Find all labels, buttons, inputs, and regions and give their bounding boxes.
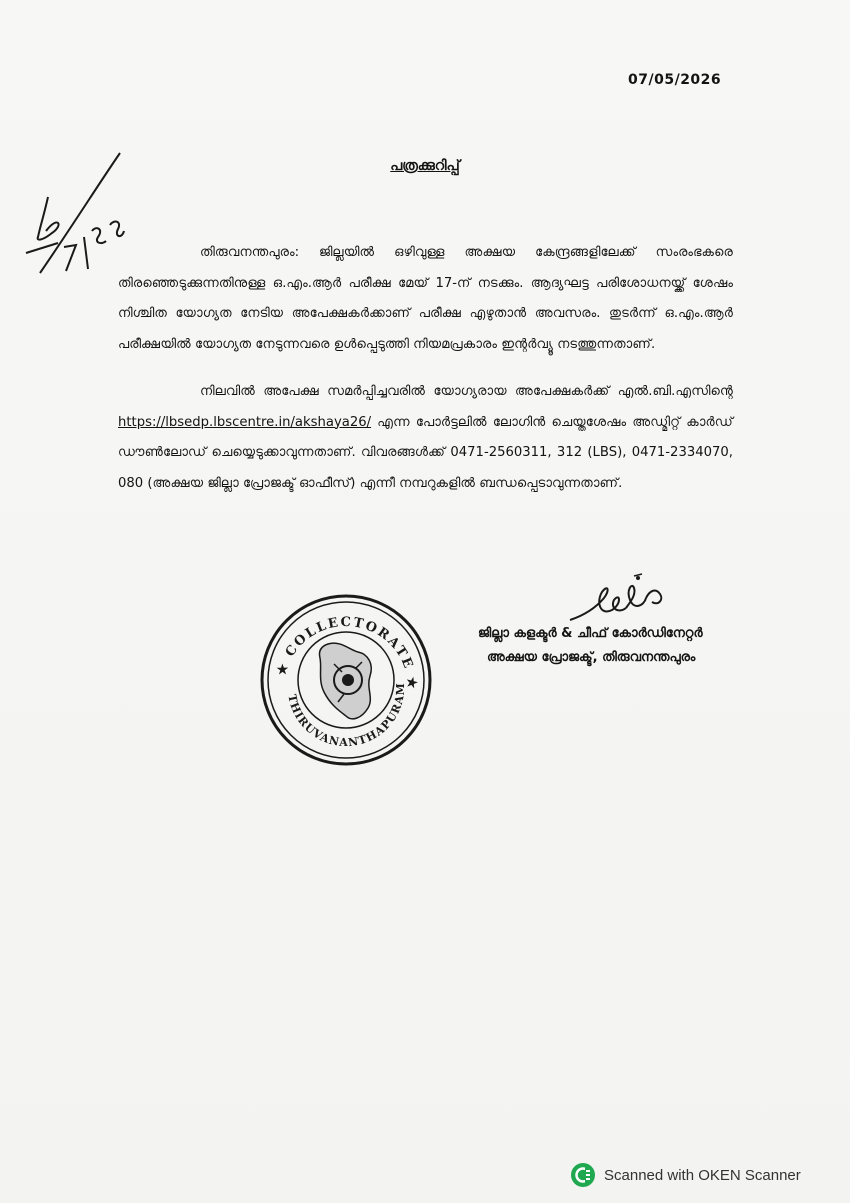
svg-text:★ COLLECTORATE ★: ★ COLLECTORATE ★ <box>274 614 420 692</box>
document-date: 07/05/2026 <box>628 72 722 88</box>
scanner-label: Scanned with OKEN Scanner <box>604 1166 801 1184</box>
body-paragraph-1: തിരുവനന്തപുരം: ജില്ലയിൽ ഒഴിവുള്ള അക്ഷയ കേന്ദ്രങ്ങളിലേക്ക് സംരംഭകരെ തിരഞ്ഞെടുക്കുന്നതിനുള്ള ഒ.എം.ആർ പരീക്ഷ മേയ് 17-ന് നടക്കും. ആദ്യഘട്ട പരിശോധനയ്ക്ക് ശേഷം നിശ്ചിത യോഗ്യത നേടിയ അപേക്ഷകർക്കാണ് പരീക്ഷ എഴുതാൻ അവസരം. തുടർന്ന് ഒ.എം.ആർ പരീക്ഷയിൽ യോഗ്യത നേടുന്നവരെ ഉൾപ്പെടുത്തി നിയമപ്രകാരം ഇന്റർവ്യൂ നടത്തുന്നതാണ്. <box>118 245 733 352</box>
admit-card-portal-link[interactable]: https://lbsedp.lbscentre.in/akshaya26/ <box>118 414 372 430</box>
svg-text:THIRUVANANTHAPURAM: THIRUVANANTHAPURAM <box>285 682 408 750</box>
collectorate-seal <box>258 592 434 768</box>
scanner-logo-icon <box>570 1162 596 1188</box>
signatory-office: അക്ഷയ പ്രോജക്ട്, തിരുവനന്തപുരം <box>487 650 696 665</box>
paragraph-2-text-end: എന്ന പോർട്ടലിൽ ലോഗിൻ ചെയ്തശേഷം അഡ്മിറ്റ് കാർഡ് ഡൗൺലോഡ് ചെയ്യെടുക്കാവുന്നതാണ്. വിവരങ്ങൾക്ക് 0471-2560311, 312 (LBS), 0471-2334070, 080 (അക്ഷയ ജില്ലാ പ്രോജക്ട് ഓഫീസ്) എന്നീ നമ്പറുകളിൽ ബന്ധപ്പെടാവുന്നതാണ്. <box>118 414 733 491</box>
paragraph-2-text-start: നിലവിൽ അപേക്ഷ സമർപ്പിച്ചവരിൽ യോഗ്യരായ അപേക്ഷകർക്ക് എൽ.ബി.എസിന്റെ <box>200 384 733 399</box>
body-paragraph-2 <box>118 377 733 499</box>
signatory-designation: ജില്ലാ കളക്ടർ & ചീഫ് കോർഡിനേറ്റർ <box>478 626 703 641</box>
scanner-watermark <box>570 1162 801 1188</box>
document-title: പത്രക്കുറിപ്പ് <box>390 158 460 174</box>
